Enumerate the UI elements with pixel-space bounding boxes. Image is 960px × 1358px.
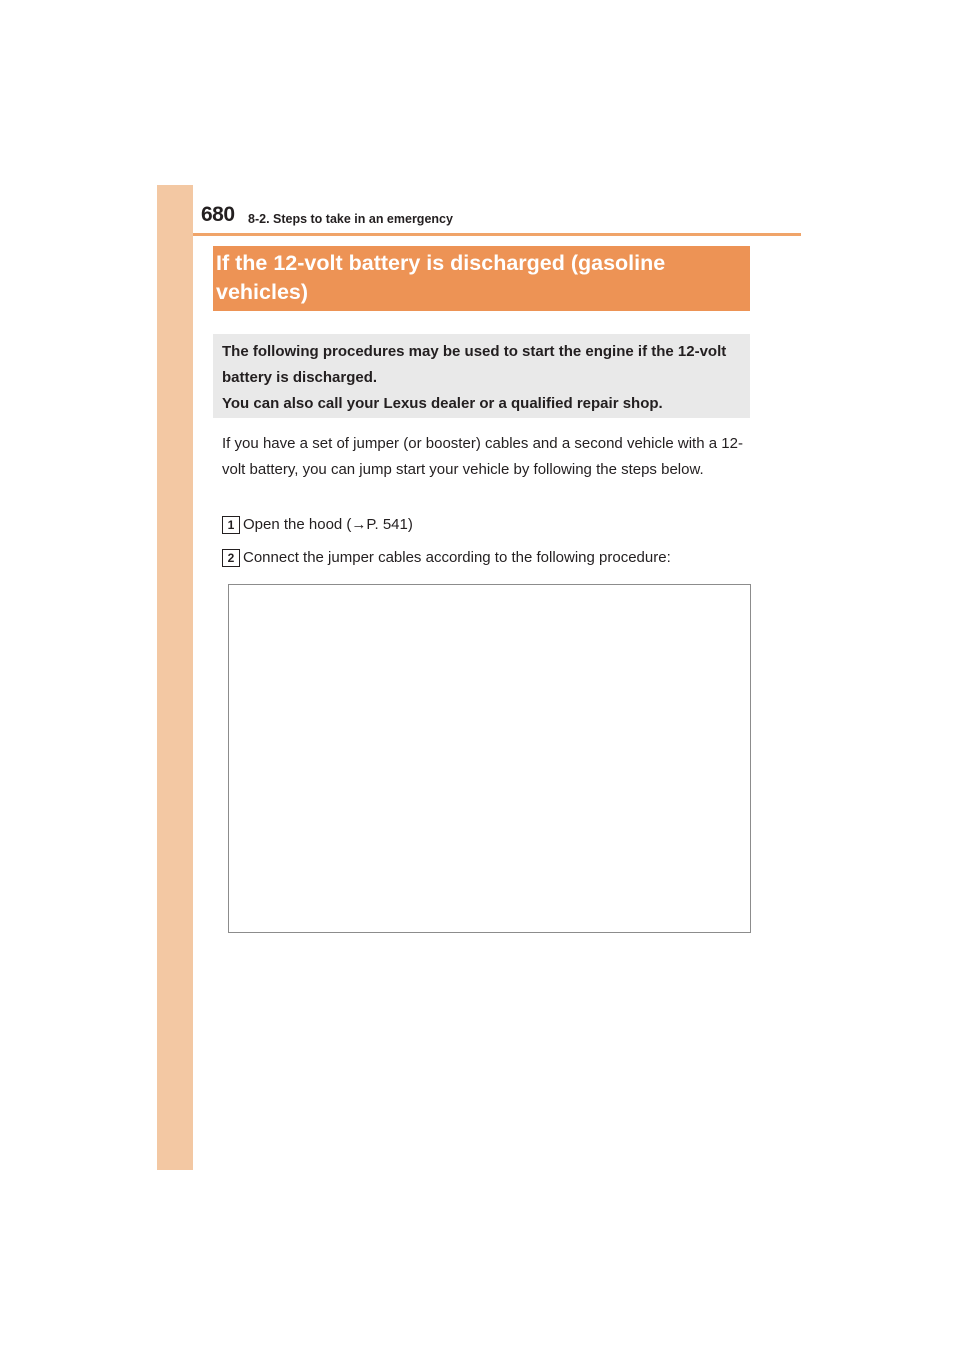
intro-summary-box — [213, 334, 750, 418]
illustration-frame — [228, 584, 751, 933]
section-label: 8-2. Steps to take in an emergency — [248, 212, 453, 226]
intro-line-1: The following procedures may be used to start the engine if the 12-volt — [222, 343, 727, 360]
page-number: 680 — [201, 203, 235, 226]
intro-line-3: You can also call your Lexus dealer or a qualified repair shop. — [222, 395, 663, 412]
section-title-line-2: vehicles) — [216, 280, 309, 304]
section-title-line-1: If the 12-volt battery is discharged (gasoline — [216, 251, 666, 275]
step-text: Connect the jumper cables according to the following procedure: — [243, 549, 671, 566]
body-paragraph: If you have a set of jumper (or booster) cables and a second vehicle with a 12-volt battery, you can jump start your vehicle by following the steps below. — [222, 435, 743, 478]
step-number-badge: 2 — [222, 549, 240, 567]
intro-line-2: battery is discharged. — [222, 369, 378, 386]
step-number-badge: 1 — [222, 516, 240, 534]
section-title — [213, 249, 750, 307]
section-title-bar — [213, 246, 750, 311]
header-divider — [193, 233, 801, 236]
step-text: Open the hood (→P. 541) — [243, 516, 413, 533]
side-tab-band — [157, 185, 193, 1170]
